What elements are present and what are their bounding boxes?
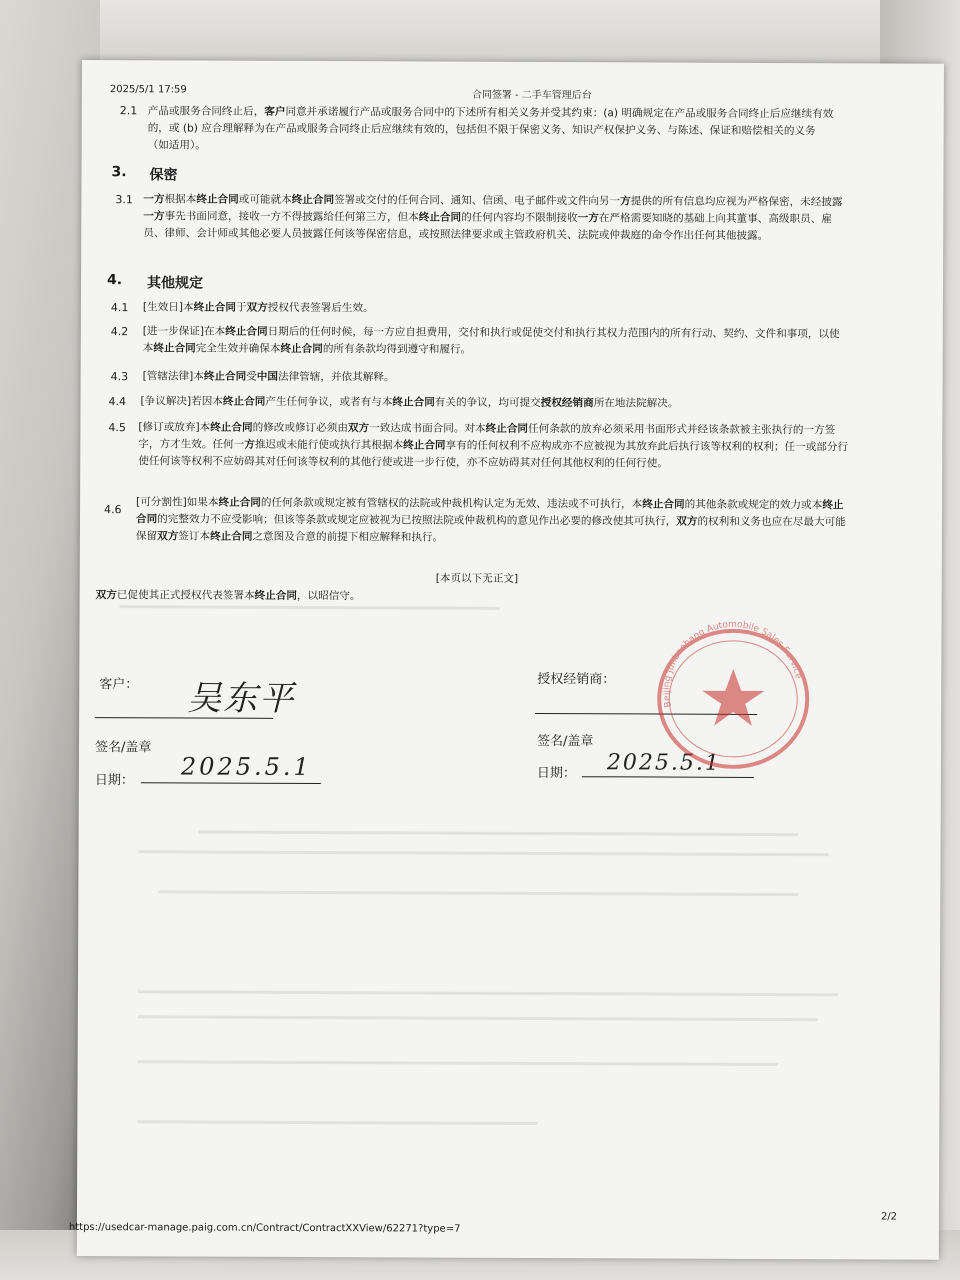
customer-date-line bbox=[141, 782, 321, 784]
clause-number: 4.2 bbox=[110, 325, 129, 339]
dealer-label: 授权经销商： bbox=[537, 671, 616, 688]
no-text-below-note: [本页以下无正文] bbox=[435, 572, 519, 585]
bleed-through-line bbox=[120, 605, 500, 610]
clause-text: [进一步保证]在本终止合同日期后的任何时候，每一方应自担费用，交付和执行或促使交付和执行其权力范围内的所有行动、契约、文件和事项，以使本终止合同完全生效并确保本终止合同的所有条款均得到遵守和履行。 bbox=[142, 325, 840, 356]
section-title: 其他规定 bbox=[146, 275, 204, 292]
clause-number: 4.3 bbox=[110, 370, 129, 384]
footer-url: https://usedcar-manage.paig.com.cn/Contract/ContractXXView/62271?type=7 bbox=[68, 1221, 461, 1235]
section-number: 3. bbox=[111, 164, 127, 181]
clause-text: [生效日]本终止合同于双方授权代表签署后生效。 bbox=[142, 301, 374, 315]
date-label: 日期： bbox=[536, 765, 576, 782]
bleed-through-line bbox=[138, 1015, 818, 1021]
bleed-through-line bbox=[158, 890, 798, 896]
section-number: 4. bbox=[107, 272, 123, 289]
customer-signature: 吴东平 bbox=[187, 678, 296, 719]
clause-text: 产品或服务合同终止后，客户同意并承诺履行产品或服务合同中的下述所有相关义务并受其约束：(a) 明确规定在产品或服务合同终止后应继续有效的，或 (b) 应合理解释为在产品或服务合同终止后应继续有效的，包括但不限于保密义务、知识产权保护义务、与陈述、保证和赔偿相关的义务（如适用）。 bbox=[147, 105, 834, 152]
bleed-through-line bbox=[137, 1120, 537, 1125]
customer-label: 客户： bbox=[99, 677, 139, 693]
clause-number: 4.1 bbox=[110, 301, 129, 315]
bleed-through-line bbox=[138, 1060, 778, 1066]
header-page-title: 合同签署 - 二手车管理后台 bbox=[471, 89, 592, 102]
date-label: 日期： bbox=[94, 773, 134, 789]
customer-date-handwritten: 2025.5.1 bbox=[180, 752, 312, 782]
clause-number: 4.5 bbox=[108, 421, 126, 435]
customer-signature-line bbox=[95, 717, 273, 719]
contract-page bbox=[68, 60, 944, 1260]
clause-text: 一方根据本终止合同或可能就本终止合同签署或交付的任何合同、通知、信函、电子邮件或文件向另一方提供的所有信息均应视为严格保密，未经披露一方事先书面同意，接收一方不得披露给任何第三方，但本终止合同的任何内容均不限制接收一方在严格需要知晓的基础上向其董事、高级职员、雇员、律师、会计师或其他必要人员披露任何该等保密信息，或按照法律要求或主管政府机关、法院或仲裁庭的命令作出任何其他披露。 bbox=[143, 193, 843, 242]
bleed-through-line bbox=[138, 990, 838, 996]
clause-text: [可分割性]如果本终止合同的任何条款或规定被有管辖权的法院或仲裁机构认定为无效、违法或不可执行，本终止合同的其他条款或规定的效力或本终止合同的完整效力不应受影响；但该等条款或规定应被视为已按照法院或仲裁机构的意见作出必要的修改使其可执行，双方的权利和义务也应在尽最大可能保留双方签订本终止合同之意图及合意的前提下相应解释和执行。 bbox=[135, 496, 846, 544]
witness-statement: 双方已促使其正式授权代表签署本终止合同，以昭信守。 bbox=[95, 589, 361, 603]
header-datetime: 2025/5/1 17:59 bbox=[109, 84, 187, 96]
dealer-date-line bbox=[582, 776, 754, 778]
clause-number: 3.1 bbox=[115, 193, 133, 207]
sign-seal-label: 签名/盖章 bbox=[94, 740, 152, 756]
clause-number: 2.1 bbox=[119, 104, 138, 118]
clause-number: 4.6 bbox=[104, 503, 122, 517]
footer-page-number: 2/2 bbox=[880, 1211, 898, 1223]
bleed-through-line bbox=[139, 850, 829, 856]
seal-text: Beijing Junbaohang Automobile Sales Service bbox=[662, 619, 804, 709]
dealer-date-handwritten: 2025.5.1 bbox=[606, 750, 721, 776]
clause-text: [修订或放弃]本终止合同的修改或修订必须由双方一致达成书面合同。对本终止合同任何条款的放弃必须采用书面形式并经该条款被主张执行的一方签字，方才生效。任何一方推迟或未能行使或执行其根据本终止合同享有的任何权利不应构成亦不应被视为其放弃此后执行该等权利的权利；任一或部分行使任何该等权利不应妨碍其对任何该等权利的其他行使或进一步行使，亦不应妨碍其对任何其他权利的任何行使。 bbox=[138, 421, 849, 470]
bleed-through-line bbox=[199, 831, 799, 837]
section-title: 保密 bbox=[149, 167, 178, 184]
clause-number: 4.4 bbox=[108, 395, 127, 409]
sign-seal-label: 签名/盖章 bbox=[536, 733, 594, 750]
clause-text: [管辖法律]本终止合同受中国法律管辖，并依其解释。 bbox=[142, 370, 395, 384]
clause-text: [争议解决]若因本终止合同产生任何争议，或者有与本终止合同有关的争议，均可提交授权经销商所在地法院解决。 bbox=[140, 395, 679, 410]
company-seal-stamp bbox=[649, 618, 818, 769]
